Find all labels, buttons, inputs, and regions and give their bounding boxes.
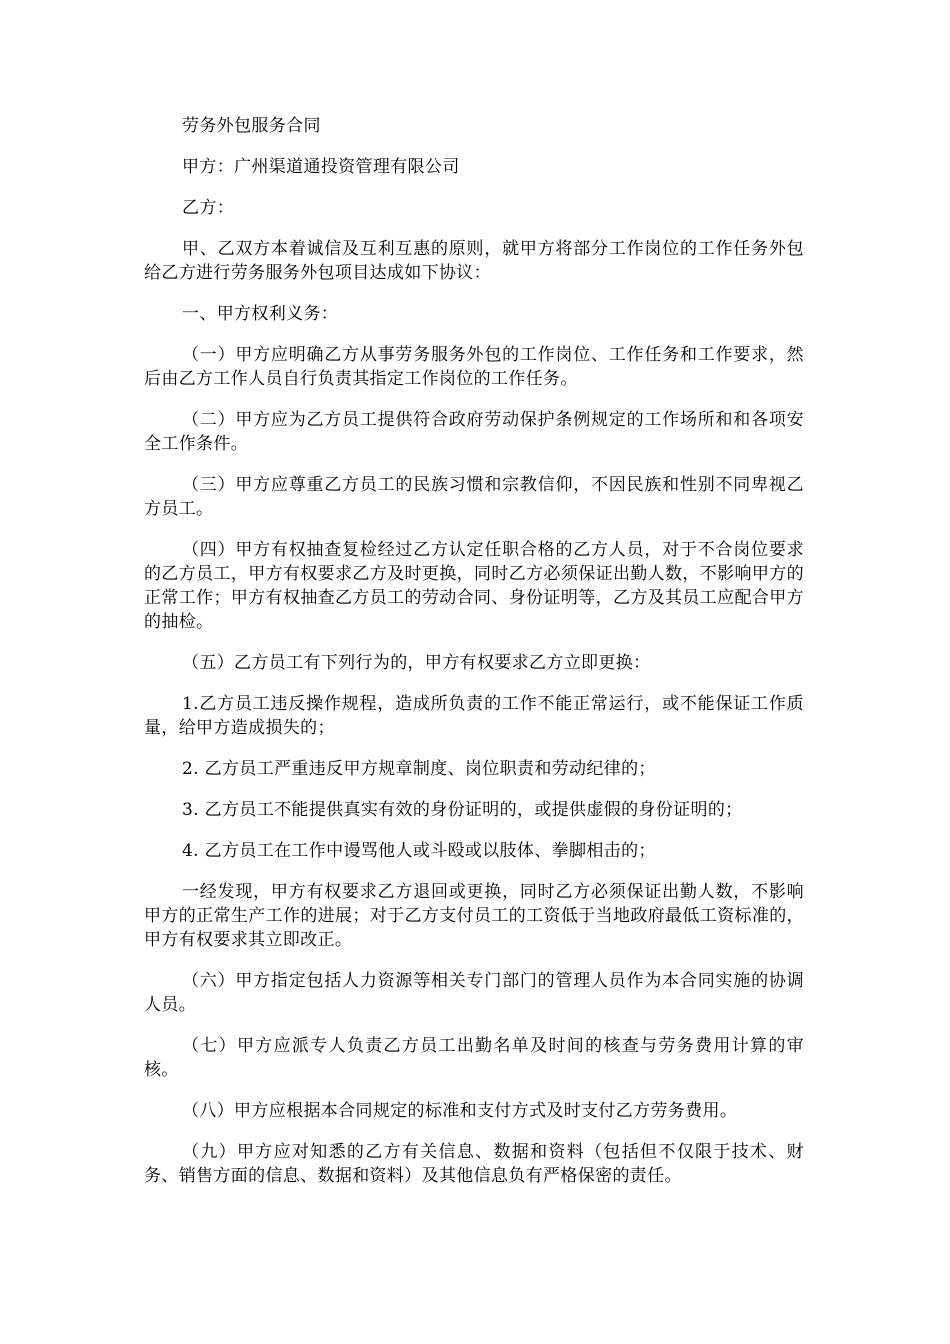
clause-4: （四）甲方有权抽查复检经过乙方认定任职合格的乙方人员，对于不合岗位要求的乙方员工，甲方有权要求乙方及时更换，同时乙方必须保证出勤人数，不影响甲方的正常工作；甲方有权抽查乙方员工的劳动合同、身份证明等，乙方及其员工应配合甲方的抽检。 [144,540,804,632]
document-title: 劳务外包服务合同 [182,116,321,136]
list-item-3: 3. 乙方员工不能提供真实有效的身份证明的，或提供虚假的身份证明的； [182,800,743,820]
list-item-1: 1.乙方员工违反操作规程，造成所负责的工作不能正常运行，或不能保证工作质量，给甲方造成损失的； [144,694,804,738]
clause-1: （一）甲方应明确乙方从事劳务服务外包的工作岗位、工作任务和工作要求，然后由乙方工作人员自行负责其指定工作岗位的工作任务。 [144,345,804,389]
clause-6: （六）甲方指定包括人力资源等相关专门部门的管理人员作为本合同实施的协调人员。 [144,971,804,1015]
section-heading: 一、甲方权利义务： [182,304,339,324]
clause-3: （三）甲方应尊重乙方员工的民族习惯和宗教信仰，不因民族和性别不同卑视乙方员工。 [144,475,804,519]
party-a-line: 甲方：广州渠道通投资管理有限公司 [182,157,460,177]
replacement-note: 一经发现，甲方有权要求乙方退回或更换，同时乙方必须保证出勤人数，不影响甲方的正常生产工作的进展；对于乙方支付员工的工资低于当地政府最低工资标准的，甲方有权要求其立即改正。 [144,882,804,950]
list-item-2: 2. 乙方员工严重违反甲方规章制度、岗位职责和劳动纪律的； [182,759,656,779]
clause-5: （五）乙方员工有下列行为的，甲方有权要求乙方立即更换： [182,653,651,673]
party-b-line: 乙方： [182,198,235,218]
clause-7: （七）甲方应派专人负责乙方员工出勤名单及时间的核查与劳务费用计算的审核。 [144,1036,804,1080]
document-body [144,114,804,1205]
clause-2: （二）甲方应为乙方员工提供符合政府劳动保护条例规定的工作场所和和各项安全工作条件。 [144,410,804,454]
list-item-4: 4. 乙方员工在工作中谩骂他人或斗殴或以肢体、拳脚相击的； [182,841,656,861]
clause-8: （八）甲方应根据本合同规定的标准和支付方式及时支付乙方劳务费用。 [182,1101,738,1121]
intro-paragraph: 甲、乙双方本着诚信及互利互惠的原则，就甲方将部分工作岗位的工作任务外包给乙方进行劳务服务外包项目达成如下协议： [144,239,804,283]
clause-9: （九）甲方应对知悉的乙方有关信息、数据和资料（包括但不仅限于技术、财务、销售方面的信息、数据和资料）及其他信息负有严格保密的责任。 [144,1142,804,1186]
